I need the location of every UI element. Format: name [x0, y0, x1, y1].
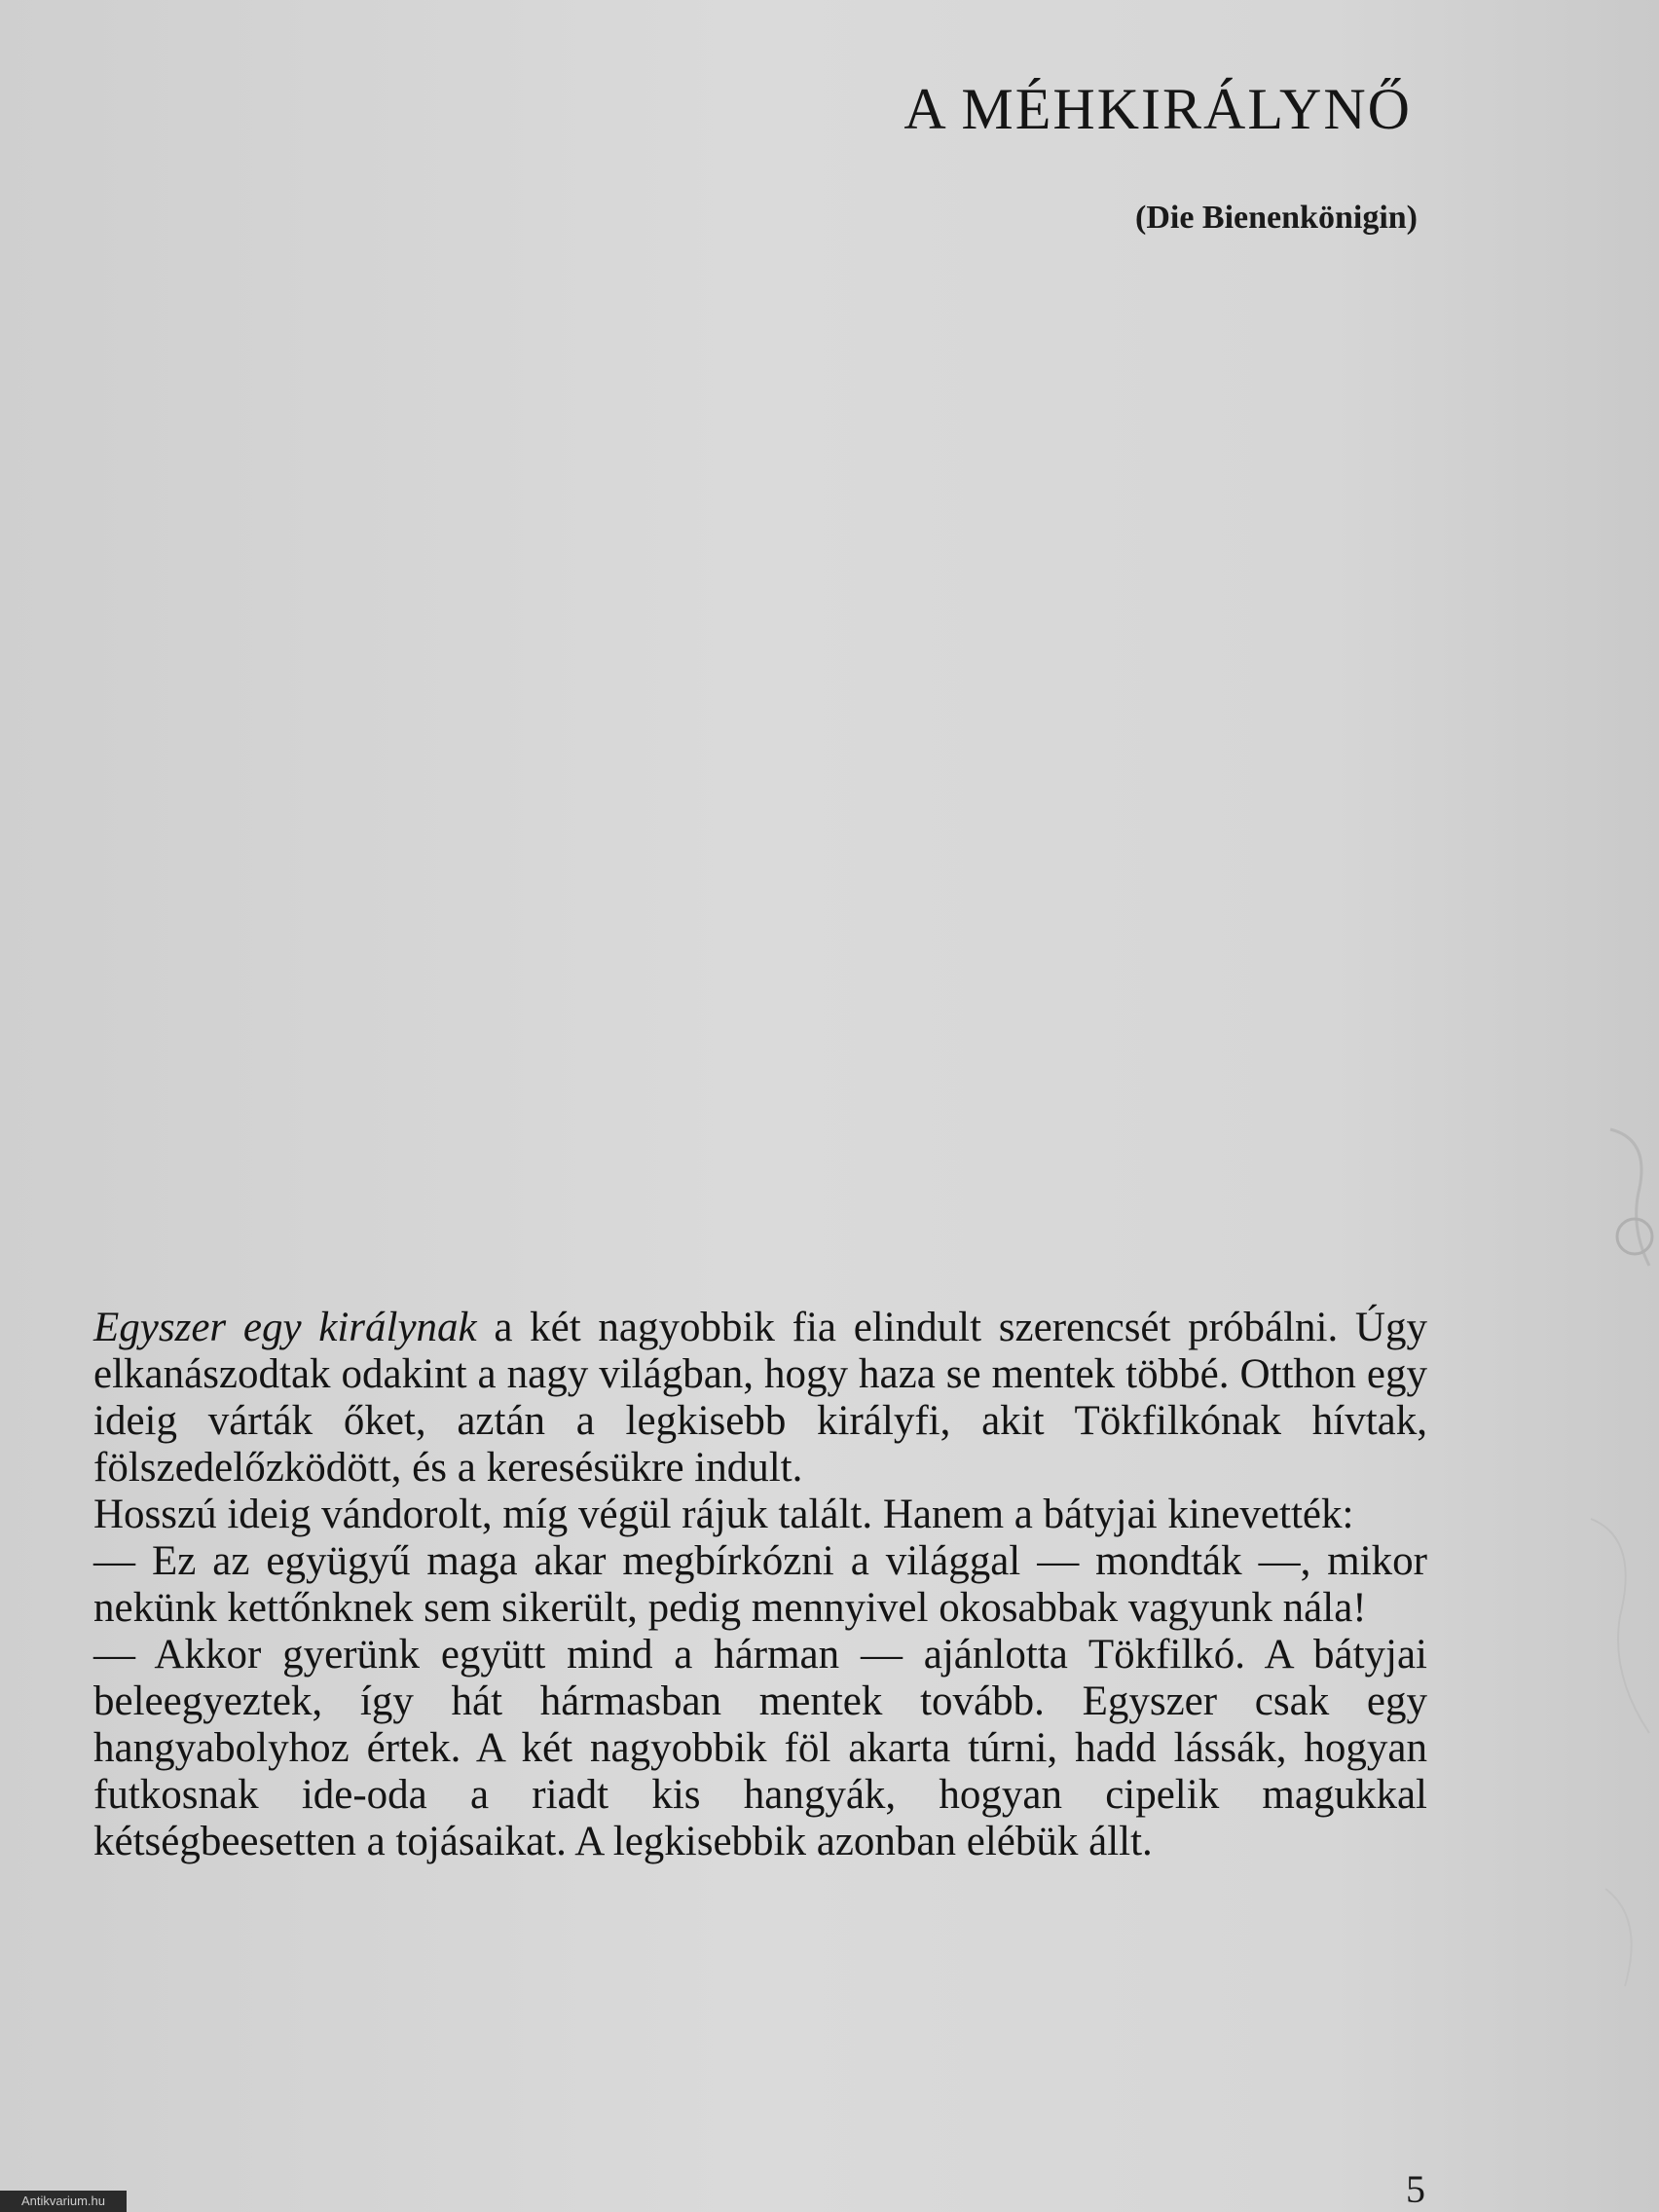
illustration-edge-decoration — [1552, 1110, 1659, 2083]
paragraph-2: Hosszú ideig vándorolt, míg végül rájuk talált. Hanem a bátyjai kinevették: — [93, 1492, 1354, 1537]
chapter-subtitle: (Die Bienenkönigin) — [1135, 200, 1418, 236]
paragraph-3: — Ez az együgyű maga akar megbírkózni a világgal — mondták —, mikor nekünk kettőnknek sem sikerült, pedig mennyivel okosabbak vagyunk nála! — [93, 1538, 1427, 1631]
paragraph-4: — Akkor gyerünk együtt mind a hárman — ajánlotta Tökfilkó. A bátyjai beleegyeztek, így hát hármasban mentek tovább. Egyszer csak egy hangyabolyhoz értek. A két nagyobbik föl akarta túrni, hadd lássák, hogyan futkosnak ide-oda a riadt kis hangyák, hogyan cipelik magukkal kétségbeesetten a tojásaikat. A legkisebbik azonban elébük állt. — [93, 1632, 1427, 1864]
paragraph-1 — [93, 1305, 1427, 1492]
paragraph-1-text: a két nagyobbik fia elindult szerencsét próbálni. Úgy elkanászodtak odakint a nagy világban, hogy haza se mentek többé. Otthon egy ideig várták őket, aztán a legkisebb királyfi, akit Tökfilkónak hívtak, fölszedelőzködött, és a keresésükre indult. — [93, 1305, 1427, 1491]
chapter-title: A MÉHKIRÁLYNŐ — [903, 77, 1412, 141]
watermark: Antikvarium.hu — [0, 2191, 127, 2212]
page-number: 5 — [1406, 2167, 1425, 2211]
lead-phrase: Egyszer egy királynak — [93, 1305, 477, 1350]
show-through-background — [88, 92, 1431, 513]
story-text — [93, 1305, 1427, 1865]
